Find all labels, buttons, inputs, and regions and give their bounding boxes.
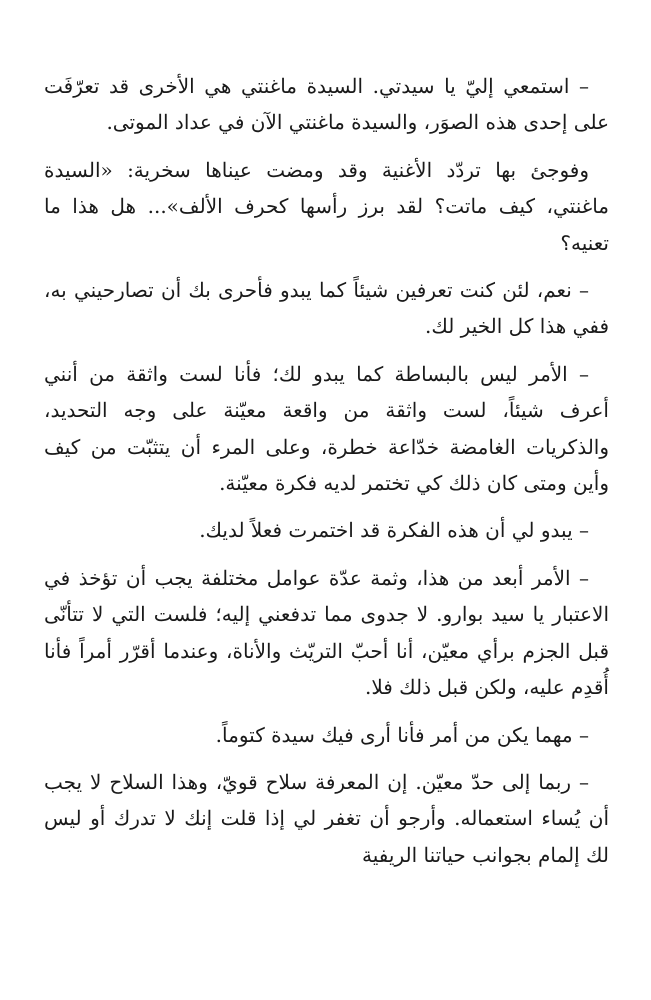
paragraph-7: – مهما يكن من أمر فأنا أرى فيك سيدة كتوماً. xyxy=(215,722,589,747)
paragraph-5: – يبدو لي أن هذه الفكرة قد اختمرت فعلاً لديك. xyxy=(199,518,589,543)
paragraph-1: – استمعي إليّ يا سيدتي. السيدة ماغنتي هي الأخرى قد تعرّفَت على إحدى هذه الصوَر، والسيدة ماغنتي الآن في عداد الموتى. xyxy=(44,74,609,135)
paragraph-8: – ربما إلى حدّ معيّن. إن المعرفة سلاح قويّ، وهذا السلاح لا يجب أن يُساء استعماله. وأرجو أن تغفر لي إذا قلت إنك لا تدرك أو ليس لك إلمام بجوانب حياتنا الريفية xyxy=(44,769,609,867)
paragraph-6: – الأمر أبعد من هذا، وثمة عدّة عوامل مختلفة يجب أن تؤخذ في الاعتبار يا سيد بوارو. لا جدوى مما تدفعني إليه؛ فلست التي لا تتأنّى قبل الجزم برأي معيّن، أنا أحبّ التريّث والأناة، وعندما أقرّر أمراً فأنا أُقدِم عليه، ولكن قبل ذلك فلا. xyxy=(44,565,609,700)
paragraph-2: وفوجئ بها تردّد الأغنية وقد ومضت عيناها سخرية: «السيدة ماغنتي، كيف ماتت؟ لقد برز رأسها كحرف الألف»... هل هذا ما تعنيه؟ xyxy=(44,157,609,255)
paragraph-3: – نعم، لئن كنت تعرفين شيئاً كما يبدو فأحرى بك أن تصارحيني به، ففي هذا كل الخير لك. xyxy=(44,278,609,339)
paragraph-4: – الأمر ليس بالبساطة كما يبدو لك؛ فأنا لست واثقة من أنني أعرف شيئاً، لست واثقة من واقعة معيّنة على وجه التحديد، والذكريات الغامضة خدّاعة خطرة، وعلى المرء أن يتثبّت من كيف وأين ومتى كان ذلك كي تختمر لديه فكرة معيّنة. xyxy=(44,361,609,496)
